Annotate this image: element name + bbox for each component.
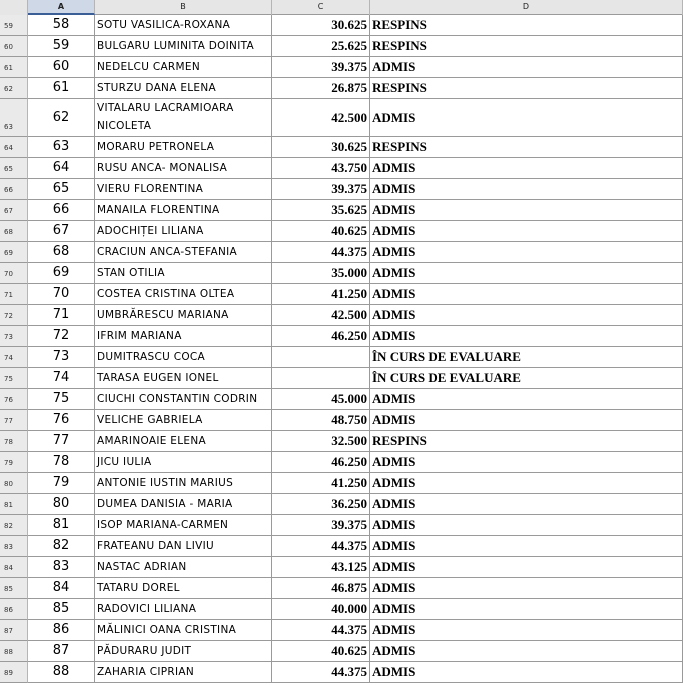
cell-number[interactable]: 87 [28, 641, 95, 662]
table-row [0, 578, 683, 599]
cell-number[interactable]: 81 [28, 515, 95, 536]
table-row [0, 78, 683, 99]
cell-number[interactable]: 74 [28, 368, 95, 389]
cell-name[interactable]: VIERU FLORENTINA [95, 179, 272, 200]
cell-name[interactable]: ANTONIE IUSTIN MARIUS [95, 473, 272, 494]
column-header-bar [0, 0, 683, 15]
cell-score[interactable]: 41.250 [272, 284, 370, 305]
table-row [0, 137, 683, 158]
cell-number[interactable]: 80 [28, 494, 95, 515]
table-row [0, 284, 683, 305]
cell-name[interactable]: TATARU DOREL [95, 578, 272, 599]
cell-score[interactable]: 25.625 [272, 36, 370, 57]
cell-score[interactable]: 42.500 [272, 99, 370, 137]
cell-status[interactable]: ADMIS [370, 452, 683, 473]
cell-name[interactable]: AMARINOAIE ELENA [95, 431, 272, 452]
cell-status[interactable]: RESPINS [370, 78, 683, 99]
cell-status[interactable]: ADMIS [370, 515, 683, 536]
cell-number[interactable]: 88 [28, 662, 95, 683]
cell-status[interactable]: ADMIS [370, 99, 683, 137]
cell-status[interactable]: ADMIS [370, 662, 683, 683]
cell-score[interactable]: 44.375 [272, 620, 370, 641]
row-number-header[interactable]: 75 [0, 368, 28, 389]
table-row [0, 473, 683, 494]
cell-status[interactable]: RESPINS [370, 137, 683, 158]
cell-name[interactable]: RUSU ANCA- MONALISA [95, 158, 272, 179]
cell-score[interactable]: 41.250 [272, 473, 370, 494]
cell-number[interactable]: 70 [28, 284, 95, 305]
cell-score[interactable]: 46.250 [272, 326, 370, 347]
row-number-header[interactable]: 80 [0, 473, 28, 494]
cell-name[interactable]: STURZU DANA ELENA [95, 78, 272, 99]
cell-number[interactable]: 79 [28, 473, 95, 494]
table-row [0, 36, 683, 57]
cell-status[interactable]: ADMIS [370, 578, 683, 599]
row-number-header[interactable]: 82 [0, 515, 28, 536]
cell-name[interactable]: ZAHARIA CIPRIAN [95, 662, 272, 683]
cell-status[interactable]: ADMIS [370, 179, 683, 200]
row-number-header[interactable]: 65 [0, 158, 28, 179]
table-row [0, 536, 683, 557]
cell-status[interactable]: ADMIS [370, 284, 683, 305]
cell-name[interactable]: FRATEANU DAN LIVIU [95, 536, 272, 557]
cell-score[interactable]: 35.625 [272, 200, 370, 221]
row-number-header[interactable]: 73 [0, 326, 28, 347]
column-header-d[interactable]: D [370, 0, 683, 15]
table-row [0, 662, 683, 683]
cell-status[interactable]: ÎN CURS DE EVALUARE [370, 368, 683, 389]
table-row [0, 158, 683, 179]
cell-status[interactable]: RESPINS [370, 15, 683, 36]
cell-number[interactable]: 76 [28, 410, 95, 431]
cell-number[interactable]: 85 [28, 599, 95, 620]
table-row [0, 263, 683, 284]
cell-score[interactable]: 32.500 [272, 431, 370, 452]
cell-status[interactable]: ADMIS [370, 326, 683, 347]
cell-status[interactable]: ADMIS [370, 305, 683, 326]
cell-number[interactable]: 58 [28, 15, 95, 36]
cell-number[interactable]: 68 [28, 242, 95, 263]
cell-number[interactable]: 63 [28, 137, 95, 158]
row-number-header[interactable]: 62 [0, 78, 28, 99]
cell-score[interactable]: 43.750 [272, 158, 370, 179]
cell-status[interactable]: ADMIS [370, 158, 683, 179]
cell-status[interactable]: RESPINS [370, 431, 683, 452]
cell-status[interactable]: ADMIS [370, 242, 683, 263]
cell-number[interactable]: 84 [28, 578, 95, 599]
row-number-header[interactable]: 63 [0, 99, 28, 137]
table-row [0, 431, 683, 452]
cell-number[interactable]: 71 [28, 305, 95, 326]
row-number-header[interactable]: 70 [0, 263, 28, 284]
row-number-header[interactable]: 86 [0, 599, 28, 620]
cell-name[interactable]: COSTEA CRISTINA OLTEA [95, 284, 272, 305]
cell-name[interactable]: STAN OTILIA [95, 263, 272, 284]
cell-score[interactable] [272, 368, 370, 389]
row-number-header[interactable]: 79 [0, 452, 28, 473]
row-number-header[interactable]: 66 [0, 179, 28, 200]
cell-name[interactable]: MORARU PETRONELA [95, 137, 272, 158]
table-row [0, 389, 683, 410]
cell-status[interactable]: ADMIS [370, 221, 683, 242]
cell-score[interactable]: 44.375 [272, 662, 370, 683]
cell-score[interactable]: 40.625 [272, 221, 370, 242]
column-header-b[interactable]: B [95, 0, 272, 15]
row-number-header[interactable]: 78 [0, 431, 28, 452]
cell-number[interactable]: 86 [28, 620, 95, 641]
row-number-header[interactable]: 61 [0, 57, 28, 78]
cell-score[interactable]: 40.000 [272, 599, 370, 620]
row-number-header[interactable]: 71 [0, 284, 28, 305]
cell-number[interactable]: 59 [28, 36, 95, 57]
cell-status[interactable]: ÎN CURS DE EVALUARE [370, 347, 683, 368]
cell-score[interactable]: 44.375 [272, 242, 370, 263]
cell-name[interactable]: DUMEA DANISIA - MARIA [95, 494, 272, 515]
select-all-corner[interactable] [0, 0, 28, 15]
table-row [0, 410, 683, 431]
column-header-a[interactable]: A [28, 0, 95, 15]
table-row [0, 347, 683, 368]
cell-number[interactable]: 60 [28, 57, 95, 78]
cell-name[interactable]: BULGARU LUMINITA DOINITA [95, 36, 272, 57]
row-number-header[interactable]: 88 [0, 641, 28, 662]
column-header-c[interactable]: C [272, 0, 370, 15]
cell-score[interactable]: 46.250 [272, 452, 370, 473]
row-number-header[interactable]: 83 [0, 536, 28, 557]
cell-status[interactable]: ADMIS [370, 599, 683, 620]
cell-status[interactable]: ADMIS [370, 557, 683, 578]
table-row [0, 200, 683, 221]
cell-name[interactable]: UMBRĂRESCU MARIANA [95, 305, 272, 326]
cell-score[interactable]: 36.250 [272, 494, 370, 515]
row-number-header[interactable]: 87 [0, 620, 28, 641]
cell-score[interactable]: 43.125 [272, 557, 370, 578]
cell-name[interactable]: JICU IULIA [95, 452, 272, 473]
cell-status[interactable]: ADMIS [370, 473, 683, 494]
table-row [0, 179, 683, 200]
row-number-header[interactable]: 74 [0, 347, 28, 368]
row-number-header[interactable]: 89 [0, 662, 28, 683]
cell-name[interactable]: IFRIM MARIANA [95, 326, 272, 347]
cell-score[interactable]: 39.375 [272, 179, 370, 200]
cell-name[interactable]: PĂDURARU JUDIT [95, 641, 272, 662]
cell-grid [0, 15, 683, 683]
table-row [0, 326, 683, 347]
cell-status[interactable]: ADMIS [370, 389, 683, 410]
cell-name[interactable]: MĂLINICI OANA CRISTINA [95, 620, 272, 641]
table-row [0, 99, 683, 137]
cell-score[interactable]: 30.625 [272, 15, 370, 36]
cell-score[interactable]: 44.375 [272, 536, 370, 557]
row-number-header[interactable]: 84 [0, 557, 28, 578]
row-number-header[interactable]: 59 [0, 15, 28, 36]
cell-score[interactable]: 40.625 [272, 641, 370, 662]
table-row [0, 620, 683, 641]
cell-number[interactable]: 62 [28, 99, 95, 137]
cell-status[interactable]: ADMIS [370, 641, 683, 662]
cell-number[interactable]: 75 [28, 389, 95, 410]
cell-number[interactable]: 78 [28, 452, 95, 473]
cell-name[interactable]: RADOVICI LILIANA [95, 599, 272, 620]
cell-name[interactable]: CIUCHI CONSTANTIN CODRIN [95, 389, 272, 410]
cell-number[interactable]: 83 [28, 557, 95, 578]
cell-name[interactable]: VITALARU LACRAMIOARA NICOLETA [95, 99, 272, 137]
cell-score[interactable] [272, 347, 370, 368]
cell-name[interactable]: ADOCHIȚEI LILIANA [95, 221, 272, 242]
cell-name[interactable]: DUMITRASCU COCA [95, 347, 272, 368]
row-number-header[interactable]: 64 [0, 137, 28, 158]
cell-name[interactable]: SOTU VASILICA-ROXANA [95, 15, 272, 36]
cell-name[interactable]: MANAILA FLORENTINA [95, 200, 272, 221]
cell-status[interactable]: ADMIS [370, 536, 683, 557]
cell-score[interactable]: 46.875 [272, 578, 370, 599]
cell-number[interactable]: 61 [28, 78, 95, 99]
table-row [0, 494, 683, 515]
cell-score[interactable]: 48.750 [272, 410, 370, 431]
row-number-header[interactable]: 76 [0, 389, 28, 410]
table-row [0, 305, 683, 326]
row-number-header[interactable]: 85 [0, 578, 28, 599]
cell-status[interactable]: ADMIS [370, 57, 683, 78]
cell-number[interactable]: 72 [28, 326, 95, 347]
cell-number[interactable]: 67 [28, 221, 95, 242]
cell-number[interactable]: 73 [28, 347, 95, 368]
table-row [0, 515, 683, 536]
cell-number[interactable]: 77 [28, 431, 95, 452]
cell-number[interactable]: 69 [28, 263, 95, 284]
cell-name[interactable]: ISOP MARIANA-CARMEN [95, 515, 272, 536]
cell-score[interactable]: 45.000 [272, 389, 370, 410]
cell-name[interactable]: TARASA EUGEN IONEL [95, 368, 272, 389]
table-row [0, 557, 683, 578]
table-row [0, 641, 683, 662]
row-number-header[interactable]: 69 [0, 242, 28, 263]
cell-score[interactable]: 39.375 [272, 57, 370, 78]
cell-status[interactable]: ADMIS [370, 200, 683, 221]
row-number-header[interactable]: 67 [0, 200, 28, 221]
cell-number[interactable]: 82 [28, 536, 95, 557]
cell-number[interactable]: 65 [28, 179, 95, 200]
table-row [0, 15, 683, 36]
table-row [0, 242, 683, 263]
cell-score[interactable]: 42.500 [272, 305, 370, 326]
cell-score[interactable]: 26.875 [272, 78, 370, 99]
row-number-header[interactable]: 77 [0, 410, 28, 431]
row-number-header[interactable]: 72 [0, 305, 28, 326]
cell-name[interactable]: NASTAC ADRIAN [95, 557, 272, 578]
cell-status[interactable]: ADMIS [370, 263, 683, 284]
table-row [0, 221, 683, 242]
cell-score[interactable]: 30.625 [272, 137, 370, 158]
table-row [0, 57, 683, 78]
cell-score[interactable]: 35.000 [272, 263, 370, 284]
cell-number[interactable]: 66 [28, 200, 95, 221]
cell-name[interactable]: NEDELCU CARMEN [95, 57, 272, 78]
cell-number[interactable]: 64 [28, 158, 95, 179]
cell-status[interactable]: ADMIS [370, 494, 683, 515]
cell-score[interactable]: 39.375 [272, 515, 370, 536]
row-number-header[interactable]: 81 [0, 494, 28, 515]
cell-name[interactable]: VELICHE GABRIELA [95, 410, 272, 431]
cell-status[interactable]: ADMIS [370, 410, 683, 431]
table-row [0, 452, 683, 473]
table-row [0, 599, 683, 620]
table-row [0, 368, 683, 389]
cell-status[interactable]: ADMIS [370, 620, 683, 641]
cell-name[interactable]: CRACIUN ANCA-STEFANIA [95, 242, 272, 263]
row-number-header[interactable]: 60 [0, 36, 28, 57]
row-number-header[interactable]: 68 [0, 221, 28, 242]
cell-status[interactable]: RESPINS [370, 36, 683, 57]
